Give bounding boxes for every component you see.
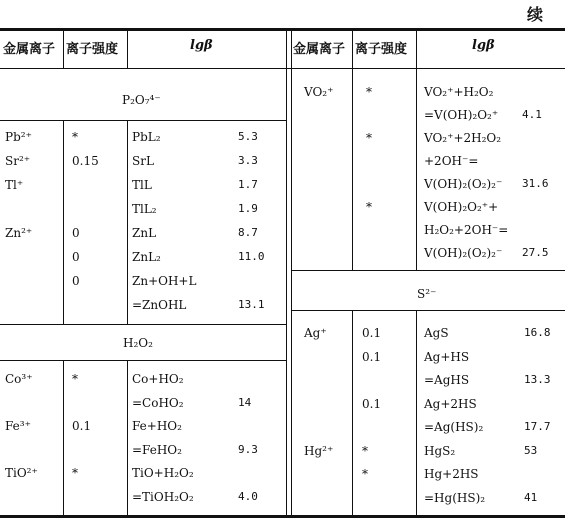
equilibrium-expression: SrL [132, 154, 154, 168]
ionic-strength-cell: 0.15 [72, 154, 99, 168]
lg-beta-value: 13.3 [524, 373, 551, 386]
equilibrium-expression: +2OH⁻= [424, 154, 479, 168]
lg-beta-value: 27.5 [522, 246, 549, 259]
ionic-strength-cell: * [362, 467, 368, 481]
continuation-label: 续 [526, 5, 543, 24]
equilibrium-expression: =Hg(HS)₂ [424, 490, 486, 505]
right-section2-rule [292, 310, 565, 311]
ionic-strength-cell: * [366, 200, 372, 214]
header-ionic-strength: 离子强度 [66, 42, 119, 57]
col-divider [416, 310, 417, 515]
ionic-strength-cell: 0.1 [72, 419, 92, 433]
lg-beta-value: 16.8 [524, 326, 551, 339]
metal-ion-cell: Ag⁺ [304, 326, 327, 340]
equilibrium-expression: PbL₂ [132, 130, 161, 144]
col-divider [63, 360, 64, 515]
equilibrium-expression: Ag+HS [424, 349, 470, 364]
equilibrium-expression: =AgHS [424, 373, 470, 387]
equilibrium-expression: V(OH)₂(O₂)₂⁻ [424, 246, 503, 260]
lg-beta-value: 3.3 [238, 154, 258, 167]
equilibrium-expression: VO₂⁺+2H₂O₂ [424, 131, 502, 145]
top-rule [0, 28, 565, 31]
metal-ion-cell: Zn²⁺ [5, 226, 33, 240]
col-divider [127, 120, 128, 324]
equilibrium-expression: Ag+2HS [424, 396, 477, 411]
equilibrium-expression: V(OH)₂(O₂)₂⁻ [424, 177, 503, 191]
header-rule [0, 68, 565, 69]
lg-beta-value: 53 [524, 443, 538, 457]
lg-beta-value: 1.7 [238, 178, 258, 191]
col-divider [352, 310, 353, 515]
metal-ion-cell: Hg²⁺ [304, 443, 334, 458]
equilibrium-expression: AgS [424, 326, 449, 340]
header-lg-beta: lgβ [472, 38, 495, 53]
equilibrium-expression: TiO+H₂O₂ [132, 466, 194, 480]
equilibrium-expression: =V(OH)₂O₂⁺ [424, 108, 499, 122]
ionic-strength-cell: * [72, 466, 78, 480]
metal-ion-cell: VO₂⁺ [304, 85, 334, 99]
col-divider [127, 30, 128, 68]
section-label: H₂O₂ [123, 336, 153, 350]
col-divider [352, 30, 353, 270]
ionic-strength-cell: * [366, 85, 372, 99]
metal-ion-cell: Pb²⁺ [5, 130, 32, 144]
equilibrium-expression: ZnL [132, 226, 157, 240]
ionic-strength-cell: 0 [72, 226, 80, 240]
ionic-strength-cell: 0.1 [362, 349, 382, 364]
lg-beta-value: 8.7 [238, 226, 258, 239]
equilibrium-expression: Fe+HO₂ [132, 419, 182, 433]
equilibrium-expression: TlL₂ [132, 202, 157, 216]
left-section2-top-rule [0, 324, 286, 325]
right-section2-top-rule [292, 270, 565, 271]
col-divider [416, 30, 417, 270]
header-metal-ion: 金属离子 [3, 42, 56, 57]
header-metal-ion: 金属离子 [293, 42, 346, 57]
equilibrium-expression: VO₂⁺+H₂O₂ [424, 85, 494, 99]
col-divider [63, 120, 64, 324]
equilibrium-expression: =CoHO₂ [132, 395, 184, 410]
lg-beta-value: 9.3 [238, 442, 258, 456]
ionic-strength-cell: 0.1 [362, 396, 382, 411]
ionic-strength-cell: * [72, 130, 78, 144]
ionic-strength-cell: 0 [72, 274, 80, 288]
bottom-rule [0, 515, 565, 518]
metal-ion-cell: TiO²⁺ [5, 466, 38, 480]
lg-beta-value: 11.0 [238, 250, 265, 263]
col-divider [127, 360, 128, 515]
equilibrium-expression: TlL [132, 178, 152, 192]
equilibrium-expression: V(OH)₂O₂⁺+ [424, 200, 499, 214]
metal-ion-cell: Tl⁺ [5, 178, 24, 192]
lg-beta-value: 31.6 [522, 177, 549, 190]
header-ionic-strength: 离子强度 [355, 42, 408, 57]
equilibrium-expression: H₂O₂+2OH⁻= [424, 223, 509, 237]
equilibrium-expression: =Ag(HS)₂ [424, 420, 484, 434]
lg-beta-value: 4.1 [522, 108, 542, 121]
lg-beta-value: 13.1 [238, 298, 265, 311]
lg-beta-value: 41 [524, 490, 538, 504]
header-lg-beta: lgβ [190, 38, 213, 53]
equilibrium-expression: ZnL₂ [132, 250, 161, 264]
ionic-strength-cell: * [72, 372, 78, 386]
metal-ion-cell: Sr²⁺ [5, 154, 31, 168]
ionic-strength-cell: 0 [72, 250, 80, 264]
left-section2-rule [0, 360, 286, 361]
section-label: S²⁻ [417, 287, 437, 301]
equilibrium-expression: HgS₂ [424, 443, 456, 458]
left-section1-rule [0, 120, 286, 121]
section-label: P₂O₇⁴⁻ [122, 93, 161, 107]
equilibrium-expression: =ZnOHL [132, 298, 187, 312]
lg-beta-value: 17.7 [524, 420, 551, 433]
ionic-strength-cell: 0.1 [362, 326, 382, 340]
lg-beta-value: 4.0 [238, 489, 258, 503]
equilibrium-expression: =TiOH₂O₂ [132, 489, 194, 504]
equilibrium-expression: Zn+OH+L [132, 274, 197, 288]
center-double-divider [286, 30, 292, 515]
ionic-strength-cell: * [366, 131, 372, 145]
ionic-strength-cell: * [362, 443, 368, 458]
metal-ion-cell: Co³⁺ [5, 372, 33, 386]
metal-ion-cell: Fe³⁺ [5, 419, 31, 433]
lg-beta-value: 14 [238, 395, 252, 409]
lg-beta-value: 1.9 [238, 202, 258, 215]
equilibrium-expression: =FeHO₂ [132, 442, 182, 457]
col-divider [63, 30, 64, 68]
lg-beta-value: 5.3 [238, 130, 258, 143]
equilibrium-expression: Co+HO₂ [132, 372, 184, 386]
equilibrium-expression: Hg+2HS [424, 467, 479, 481]
